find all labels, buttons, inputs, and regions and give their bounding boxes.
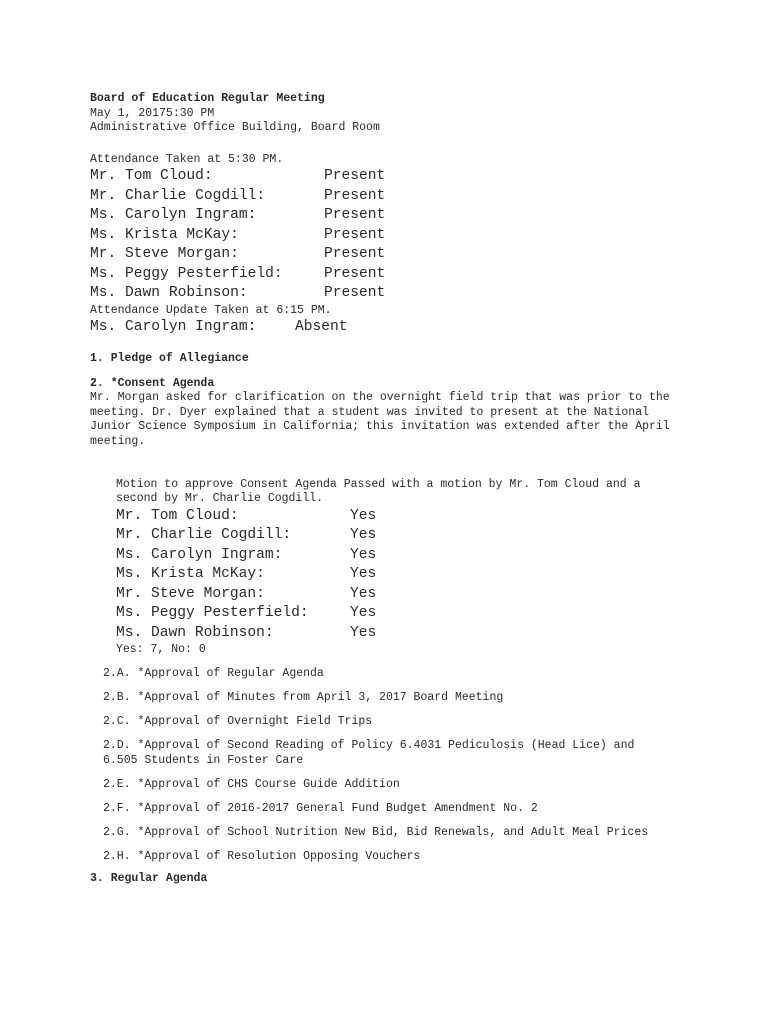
voter-name: Ms. Krista McKay: [116, 566, 265, 583]
member-status: Absent [295, 319, 348, 336]
vote-row [116, 565, 690, 585]
consent-item: 2.C. *Approval of Overnight Field Trips [103, 715, 373, 728]
member-name: Ms. Dawn Robinson: [90, 285, 248, 302]
vote-row [116, 585, 690, 605]
consent-item: 2.D. *Approval of Second Reading of Policy 6.4031 Pediculosis (Head Lice) and 6.505 Students in Foster Care [103, 739, 642, 767]
member-name: Ms. Krista McKay: [90, 226, 239, 243]
attendance-row [90, 245, 690, 265]
vote-value: Yes [350, 566, 377, 583]
vote-value: Yes [350, 624, 377, 641]
vote-value: Yes [350, 546, 377, 563]
attendance-row [90, 206, 690, 226]
voter-name: Mr. Tom Cloud: [116, 507, 239, 524]
attendance-row [90, 318, 690, 338]
member-status: Present [324, 207, 386, 224]
document-page [90, 92, 690, 887]
vote-row [116, 546, 690, 566]
member-name: Ms. Carolyn Ingram: [90, 319, 257, 336]
member-name: Mr. Steve Morgan: [90, 246, 239, 263]
voter-name: Mr. Charlie Cogdill: [116, 527, 292, 544]
consent-item: 2.B. *Approval of Minutes from April 3, 2017 Board Meeting [103, 690, 504, 704]
section-heading-regular: 3. Regular Agenda [90, 872, 208, 886]
member-name: Ms. Peggy Pesterfield: [90, 265, 283, 282]
attendance-list [90, 167, 690, 304]
voter-name: Ms. Peggy Pesterfield: [116, 605, 309, 622]
motion-block [116, 478, 690, 658]
vote-value: Yes [350, 507, 377, 524]
consent-item: 2.H. *Approval of Resolution Opposing Vouchers [103, 850, 421, 864]
section-heading-pledge: 1. Pledge of Allegiance [90, 351, 249, 365]
vote-value: Yes [350, 527, 377, 544]
vote-row [116, 604, 690, 624]
vote-tally: Yes: 7, No: 0 [116, 643, 206, 657]
attendance-row [90, 226, 690, 246]
meeting-title: Board of Education Regular Meeting [90, 92, 325, 105]
voter-name: Mr. Steve Morgan: [116, 585, 265, 602]
vote-row [116, 507, 690, 527]
vote-value: Yes [350, 585, 377, 602]
member-status: Present [324, 285, 386, 302]
vote-value: Yes [350, 605, 377, 622]
meeting-location: Administrative Office Building, Board Room [90, 121, 380, 135]
member-status: Present [324, 168, 386, 185]
voter-name: Ms. Carolyn Ingram: [116, 546, 283, 563]
member-status: Present [324, 226, 386, 243]
voter-name: Ms. Dawn Robinson: [116, 624, 274, 641]
consent-item: 2.G. *Approval of School Nutrition New Bid, Bid Renewals, and Adult Meal Prices [103, 825, 649, 839]
member-name: Ms. Carolyn Ingram: [90, 207, 257, 224]
attendance-update-list [90, 318, 690, 338]
member-status: Present [324, 187, 386, 204]
member-name: Mr. Charlie Cogdill: [90, 187, 266, 204]
consent-items-list [103, 667, 690, 865]
consent-item: 2.A. *Approval of Regular Agenda [103, 666, 324, 680]
consent-item: 2.E. *Approval of CHS Course Guide Addition [103, 777, 400, 791]
attendance-row [90, 284, 690, 304]
consent-paragraph: Mr. Morgan asked for clarification on the overnight field trip that was prior to the meeting. Dr. Dyer explained that a student was invited to present at the National Junior Science Symposium in California; this invitation was extended after the April meeting. [90, 391, 677, 448]
member-status: Present [324, 246, 386, 263]
meeting-datetime: May 1, 20175:30 PM [90, 106, 215, 120]
attendance-row [90, 187, 690, 207]
member-name: Mr. Tom Cloud: [90, 168, 213, 185]
attendance-row [90, 265, 690, 285]
vote-list [116, 507, 690, 644]
section-heading-consent: 2. *Consent Agenda [90, 376, 215, 390]
vote-row [116, 624, 690, 644]
attendance-row [90, 167, 690, 187]
vote-row [116, 526, 690, 546]
attendance-update-intro: Attendance Update Taken at 6:15 PM. [90, 303, 332, 317]
consent-item: 2.F. *Approval of 2016-2017 General Fund Budget Amendment No. 2 [103, 801, 538, 815]
attendance-intro: Attendance Taken at 5:30 PM. [90, 152, 284, 166]
motion-text: Motion to approve Consent Agenda Passed with a motion by Mr. Tom Cloud and a second by Mr. Charlie Cogdill. [116, 477, 648, 506]
member-status: Present [324, 265, 386, 282]
